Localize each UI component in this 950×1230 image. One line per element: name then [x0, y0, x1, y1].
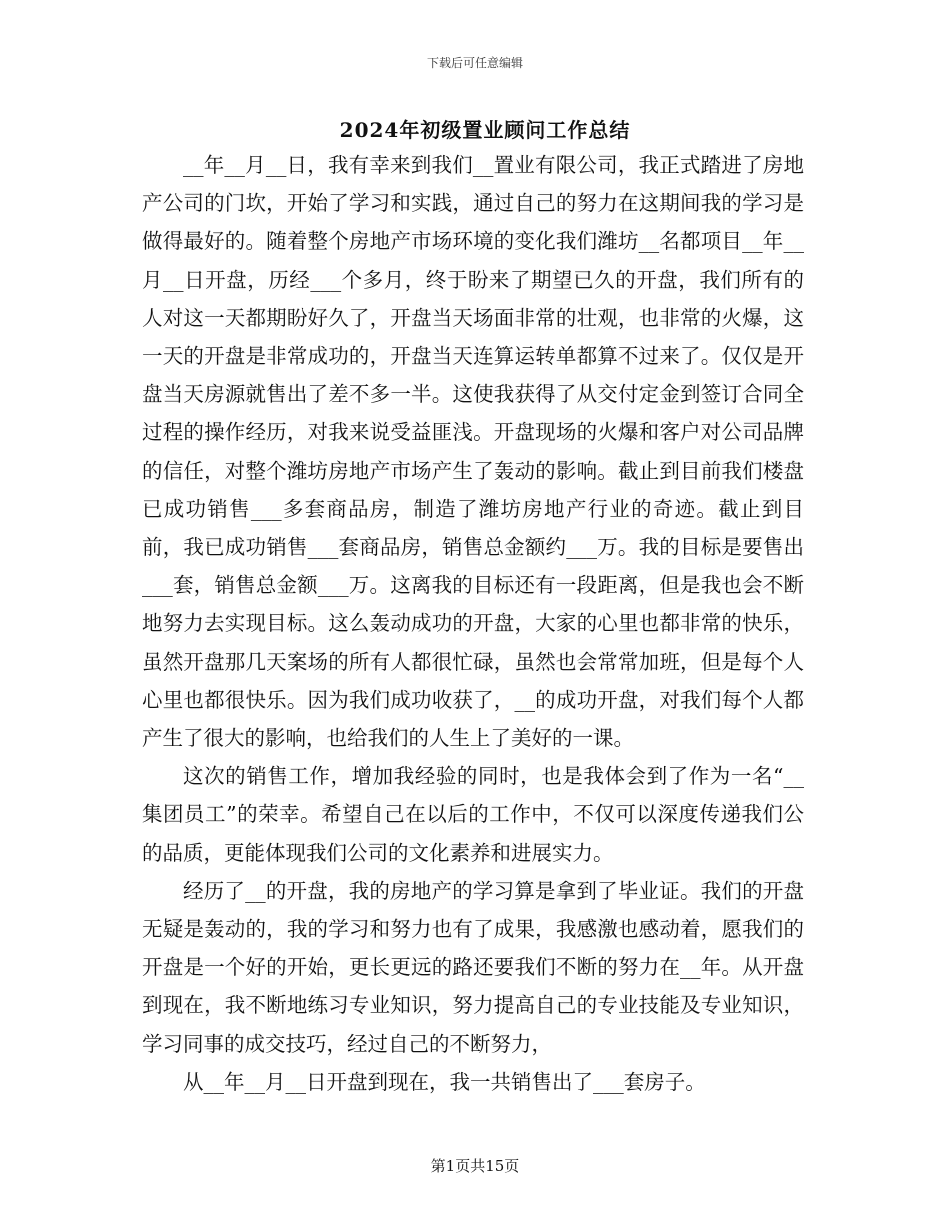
document-body: [142, 146, 804, 1101]
page-title: 2024年初级置业顾问工作总结: [339, 118, 631, 142]
paragraph-2: 这次的销售工作，增加我经验的同时，也是我体会到了作为一名“__集团员工”的荣幸。希望自己在以后的工作中，不仅可以深度传递我们公的品质，更能体现我们公司的文化素养和进展实力。: [142, 764, 804, 865]
page-footer: 第1页共15页: [430, 1157, 520, 1175]
paragraph-4: 从__年__月__日开盘到现在，我一共销售出了___套房子。: [183, 1069, 706, 1094]
header-note: 下载后可任意编辑: [426, 56, 523, 70]
paragraph-1: __年__月__日，我有幸来到我们__置业有限公司，我正式踏进了房地产公司的门坎，开始了学习和实践，通过自己的努力在这期间我的学习是做得最好的。随着整个房地产市场环境的变化我们潍坊__名都项目__年__月__日开盘，历经___个多月，终于盼来了期望已久的开盘，我们所有的人对这一天都期盼好久了，开盘当天场面非常的壮观，也非常的火爆，这一天的开盘是非常成功的，开盘当天连算运转单都算不过来了。仅仅是开盘当天房源就售出了差不多一半。这使我获得了从交付定金到签订合同全过程的操作经历，对我来说受益匪浅。开盘现场的火爆和客户对公司品牌的信任，对整个潍坊房地产市场产生了轰动的影响。截止到目前我们楼盘已成功销售___多套商品房，制造了潍坊房地产行业的奇迹。截止到目前，我已成功销售___套商品房，销售总金额约___万。我的目标是要售出___套，销售总金额___万。这离我的目标还有一段距离，但是我也会不断地努力去实现目标。这么轰动成功的开盘，大家的心里也都非常的快乐，虽然开盘那几天案场的所有人都很忙碌，虽然也会常常加班，但是每个人心里也都很快乐。因为我们成功收获了，__的成功开盘，对我们每个人都产生了很大的影响，也给我们的人生上了美好的一课。: [142, 153, 804, 751]
paragraph-3: 经历了__的开盘，我的房地产的学习算是拿到了毕业证。我们的开盘无疑是轰动的，我的学习和努力也有了成果，我感激也感动着，愿我们的开盘是一个好的开始，更长更远的路还要我们不断的努力在__年。从开盘到现在，我不断地练习专业知识，努力提高自己的专业技能及专业知识，学习同事的成交技巧，经过自己的不断努力，: [142, 878, 804, 1056]
